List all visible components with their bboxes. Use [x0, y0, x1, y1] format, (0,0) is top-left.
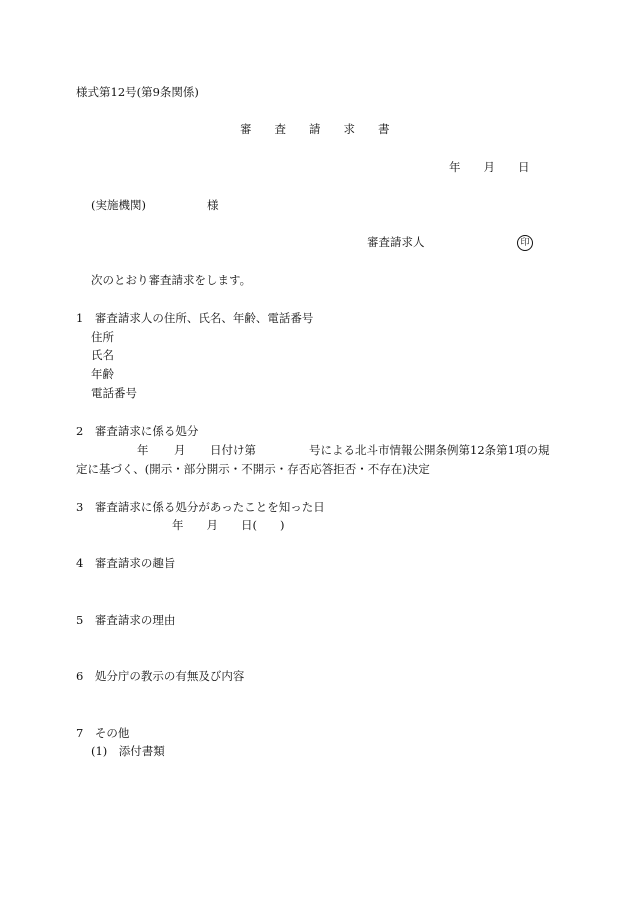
- section5-heading: 5 審査請求の理由: [76, 613, 176, 627]
- form-number: 様式第12号(第9条関係): [76, 85, 199, 99]
- section3-heading: 3 審査請求に係る処分があったことを知った日: [76, 500, 325, 514]
- recipient-honorific: 様: [207, 198, 219, 212]
- section2-day-number: 日付け第: [210, 443, 256, 457]
- recipient-label: (実施機関): [91, 198, 146, 212]
- section3-date: 年 月 日( ): [172, 518, 285, 532]
- intro-text: 次のとおり審査請求をします。: [91, 273, 252, 287]
- seal-icon: 印: [517, 235, 533, 251]
- section1-heading: 1 審査請求人の住所、氏名、年齢、電話番号: [76, 311, 314, 325]
- document-title: 審 査 請 求 書: [240, 122, 390, 136]
- section2-year: 年: [137, 443, 149, 457]
- section1-item-address: 住所: [91, 330, 114, 344]
- section1-item-name: 氏名: [91, 348, 114, 362]
- section2-decision-options: 定に基づく、(開示・部分開示・不開示・存否応答拒否・不存在)決定: [76, 462, 430, 476]
- date-line: 年 月 日: [449, 160, 530, 174]
- section2-month: 月: [174, 443, 186, 457]
- section1-item-age: 年齢: [91, 367, 114, 381]
- requester-label: 審査請求人: [367, 235, 425, 249]
- section7-attachments: (1) 添付書類: [91, 744, 165, 758]
- section6-heading: 6 処分庁の教示の有無及び内容: [76, 669, 245, 683]
- section4-heading: 4 審査請求の趣旨: [76, 556, 176, 570]
- section2-ordinance-ref: 号による北斗市情報公開条例第12条第1項の規: [309, 443, 550, 457]
- section7-heading: 7 その他: [76, 726, 130, 740]
- section2-heading: 2 審査請求に係る処分: [76, 424, 199, 438]
- section1-item-phone: 電話番号: [91, 386, 137, 400]
